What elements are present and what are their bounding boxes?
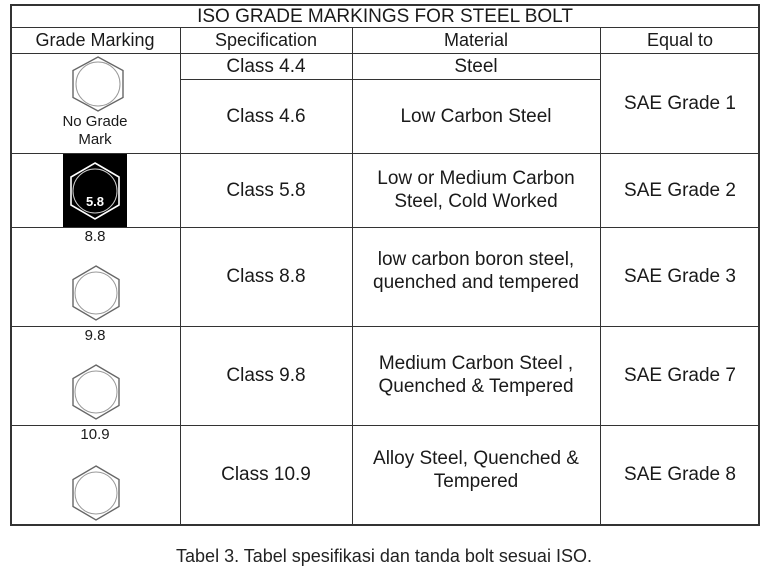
equal-sae-grade-3: SAE Grade 3 (624, 266, 736, 288)
spec-class-8-8: Class 8.8 (226, 266, 306, 288)
material-5-8 (352, 154, 600, 227)
header-equal-to: Equal to (646, 30, 714, 51)
equal-sae-grade-8: SAE Grade 8 (624, 464, 736, 486)
grade-8-8-mark-label: 8.8 (84, 228, 106, 246)
material-10-9-line2: Tempered (433, 471, 519, 492)
material-9-8-line2: Quenched & Tempered (378, 376, 574, 397)
hexagon-bolt-icon (70, 363, 122, 421)
hexagon-bolt-icon (70, 464, 122, 522)
grade-9-8-mark-label: 9.8 (84, 327, 106, 345)
equal-sae-grade-7: SAE Grade 7 (624, 365, 736, 387)
material-10-9-line1: Alloy Steel, Quenched & (373, 448, 579, 470)
spec-class-4-6: Class 4.6 (226, 105, 306, 127)
equal-sae-grade-2: SAE Grade 2 (624, 179, 736, 201)
header-specification: Specification (214, 30, 318, 51)
material-steel: Steel (454, 55, 498, 77)
no-grade-mark-label-line2: Mark (78, 131, 112, 149)
table-border-left (10, 4, 12, 526)
grade-5-8-mark-text: 5.8 (85, 194, 105, 209)
material-9-8-line1: Medium Carbon Steel , (378, 353, 574, 375)
hexagon-bolt-icon (70, 264, 122, 322)
table-border-bottom (10, 524, 760, 526)
header-material: Material (443, 30, 509, 51)
hexagon-bolt-icon (68, 160, 122, 222)
spec-class-10-9: Class 10.9 (221, 464, 311, 486)
material-low-carbon-steel: Low Carbon Steel (400, 105, 552, 127)
equal-sae-grade-1: SAE Grade 1 (624, 92, 736, 114)
table-title: ISO GRADE MARKINGS FOR STEEL BOLT (197, 5, 573, 27)
iso-grade-table (10, 4, 760, 526)
spec-class-9-8: Class 9.8 (226, 365, 306, 387)
spec-class-5-8: Class 5.8 (226, 179, 306, 201)
spec-class-4-4: Class 4.4 (226, 55, 306, 77)
material-8-8-line2: quenched and tempered (373, 272, 579, 293)
material-9-8 (352, 327, 600, 425)
no-grade-mark-label-line1: No Grade (62, 113, 128, 131)
material-8-8-line1: low carbon boron steel, (377, 249, 575, 271)
header-grade-marking: Grade Marking (35, 30, 155, 51)
table-caption: Tabel 3. Tabel spesifikasi dan tanda bolt sesuai ISO. (176, 546, 592, 566)
material-5-8-line1: Low or Medium Carbon (377, 167, 575, 189)
material-5-8-line2: Steel, Cold Worked (394, 190, 558, 212)
hexagon-bolt-icon (70, 55, 126, 113)
grade-10-9-mark-label: 10.9 (80, 426, 110, 444)
material-8-8 (352, 228, 600, 316)
material-10-9 (352, 426, 600, 516)
